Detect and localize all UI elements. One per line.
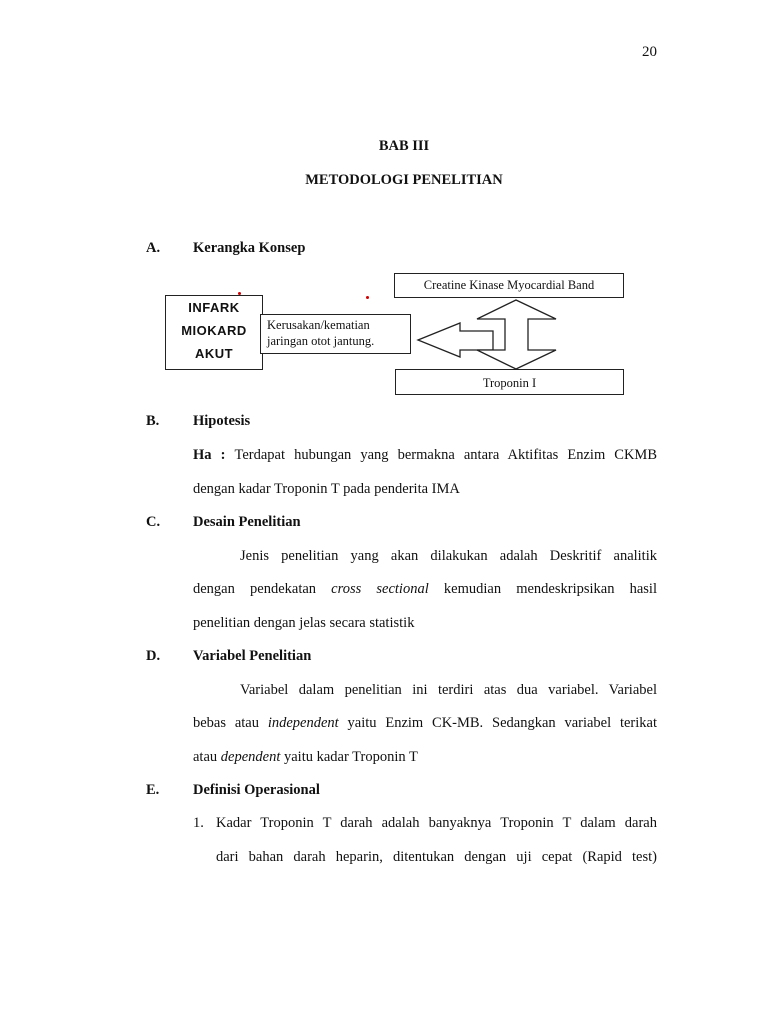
desain-line-2 (193, 579, 657, 599)
section-b-letter: B. (146, 413, 160, 429)
definisi-item-number: 1. (193, 815, 204, 831)
variabel-text: yaitu kadar Troponin T (280, 749, 418, 765)
kerusakan-box (260, 314, 411, 354)
hipotesis-text-1: Terdapat hubungan yang bermakna antara Aktifitas Enzim CKMB (234, 447, 657, 463)
hipotesis-line-2: dengan kadar Troponin T pada penderita IMA (193, 481, 460, 497)
section-a-letter: A. (146, 240, 161, 256)
variabel-line-2 (193, 713, 657, 733)
independent-term: independent (267, 715, 339, 731)
ckmb-box: Creatine Kinase Myocardial Band (394, 273, 624, 298)
definisi-item-1-line-1: Kadar Troponin T darah adalah banyaknya Troponin T dalam darah (216, 815, 657, 831)
section-c-title: Desain Penelitian (193, 514, 301, 530)
variabel-line-1: Variabel dalam penelitian ini terdiri atas dua variabel. Variabel (240, 682, 657, 698)
definisi-item-1-line-2: dari bahan darah heparin, ditentukan dengan uji cepat (Rapid test) (216, 849, 657, 865)
kerusakan-line-2: jaringan otot jantung. (267, 334, 375, 348)
section-e-letter: E. (146, 782, 160, 798)
kerusakan-line-1: Kerusakan/kematian (267, 318, 370, 332)
hipotesis-line-1 (193, 445, 657, 465)
troponin-box: Troponin I (395, 369, 624, 395)
infark-miokard-box (165, 295, 263, 370)
chapter-heading: BAB III (378, 138, 430, 154)
dependent-term: dependent (220, 749, 281, 765)
variabel-text: atau (193, 749, 221, 765)
section-e-title: Definisi Operasional (193, 782, 320, 798)
section-d-letter: D. (146, 648, 161, 664)
infark-line-3: AKUT (194, 346, 234, 361)
cross-sectional-term: cross sectional (331, 581, 429, 597)
ha-label: Ha : (193, 447, 226, 463)
section-c-letter: C. (146, 514, 161, 530)
variabel-text: bebas atau (193, 715, 268, 731)
variabel-line-3 (193, 747, 657, 767)
desain-text: kemudian mendeskripsikan hasil (428, 581, 657, 597)
infark-line-2: MIOKARD (181, 323, 247, 338)
page-number: 20 (642, 44, 657, 60)
variabel-text: yaitu Enzim CK-MB. Sedangkan variabel terikat (338, 715, 658, 731)
section-d-title: Variabel Penelitian (193, 648, 312, 664)
section-a-title: Kerangka Konsep (193, 240, 306, 256)
desain-text: dengan pendekatan (193, 581, 332, 597)
chapter-title: METODOLOGI PENELITIAN (305, 172, 503, 188)
infark-line-1: INFARK (188, 300, 240, 315)
section-b-title: Hipotesis (193, 413, 251, 429)
desain-line-3: penelitian dengan jelas secara statistik (193, 615, 415, 631)
desain-line-1: Jenis penelitian yang akan dilakukan adalah Deskritif analitik (240, 548, 657, 564)
